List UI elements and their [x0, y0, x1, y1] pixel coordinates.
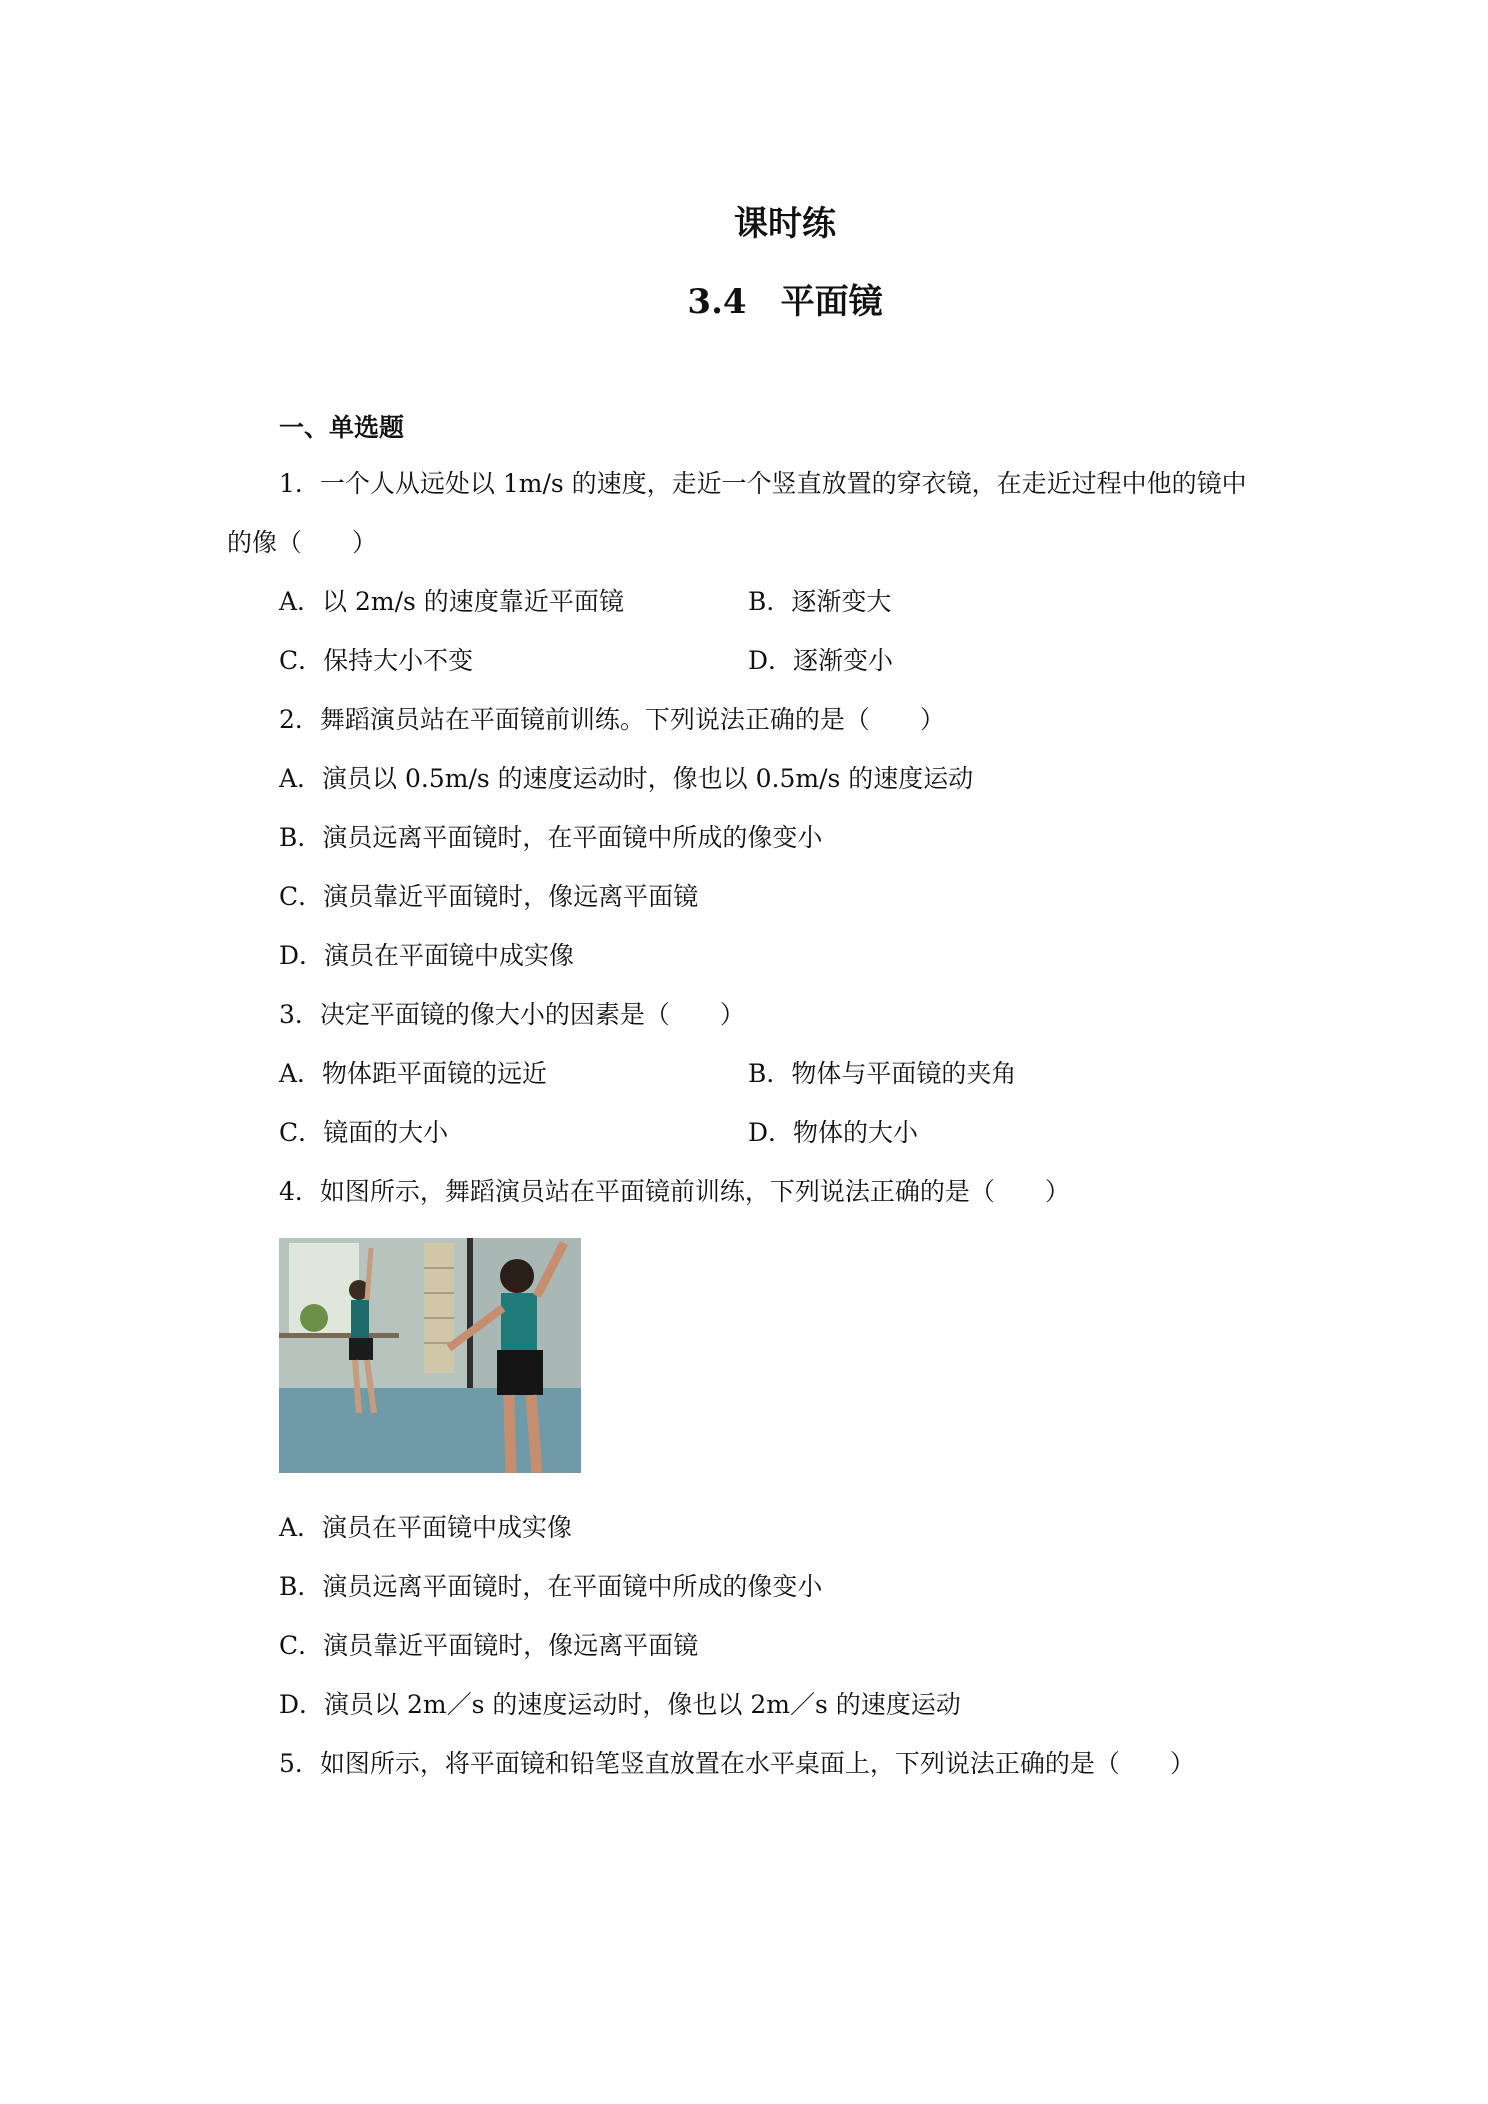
q2-stem: 2．舞蹈演员站在平面镜前训练。下列说法正确的是（ ） [279, 705, 945, 734]
q4-option-b: B．演员远离平面镜时，在平面镜中所成的像变小 [279, 1572, 823, 1601]
q1-stem-line1: 1．一个人从远处以 1m/s 的速度，走近一个竖直放置的穿衣镜，在走近过程中他的镜中 [279, 469, 1247, 498]
q2-option-a: A．演员以 0.5m/s 的速度运动时，像也以 0.5m/s 的速度运动 [279, 764, 974, 793]
q4-option-a: A．演员在平面镜中成实像 [279, 1513, 573, 1542]
q1-stem-line2: 的像（ ） [227, 528, 378, 557]
document-title: 课时练 [734, 204, 836, 244]
q1-option-b: B．逐渐变大 [748, 587, 892, 616]
q3-option-b: B．物体与平面镜的夹角 [748, 1059, 1017, 1088]
q1-option-c: C．保持大小不变 [279, 646, 474, 675]
q2-option-d: D．演员在平面镜中成实像 [279, 941, 575, 970]
section-heading: 一、单选题 [279, 413, 405, 442]
q3-stem: 3．决定平面镜的像大小的因素是（ ） [279, 1000, 745, 1029]
q5-stem: 5．如图所示，将平面镜和铅笔竖直放置在水平桌面上，下列说法正确的是（ ） [279, 1749, 1195, 1778]
q3-option-a: A．物体距平面镜的远近 [279, 1059, 548, 1088]
q4-option-d: D．演员以 2m／s 的速度运动时，像也以 2m／s 的速度运动 [279, 1690, 961, 1719]
q1-option-a: A．以 2m/s 的速度靠近平面镜 [279, 587, 624, 616]
q3-option-c: C．镜面的大小 [279, 1118, 449, 1147]
q4-option-c: C．演员靠近平面镜时，像远离平面镜 [279, 1631, 699, 1660]
q4-stem: 4．如图所示，舞蹈演员站在平面镜前训练，下列说法正确的是（ ） [279, 1177, 1070, 1206]
q2-option-b: B．演员远离平面镜时，在平面镜中所成的像变小 [279, 823, 823, 852]
q1-option-d: D．逐渐变小 [748, 646, 894, 675]
q3-option-d: D．物体的大小 [748, 1118, 919, 1147]
lesson-title: 3.4 平面镜 [687, 282, 883, 322]
q2-option-c: C．演员靠近平面镜时，像远离平面镜 [279, 882, 699, 911]
dancer-mirror-photo [279, 1238, 581, 1473]
